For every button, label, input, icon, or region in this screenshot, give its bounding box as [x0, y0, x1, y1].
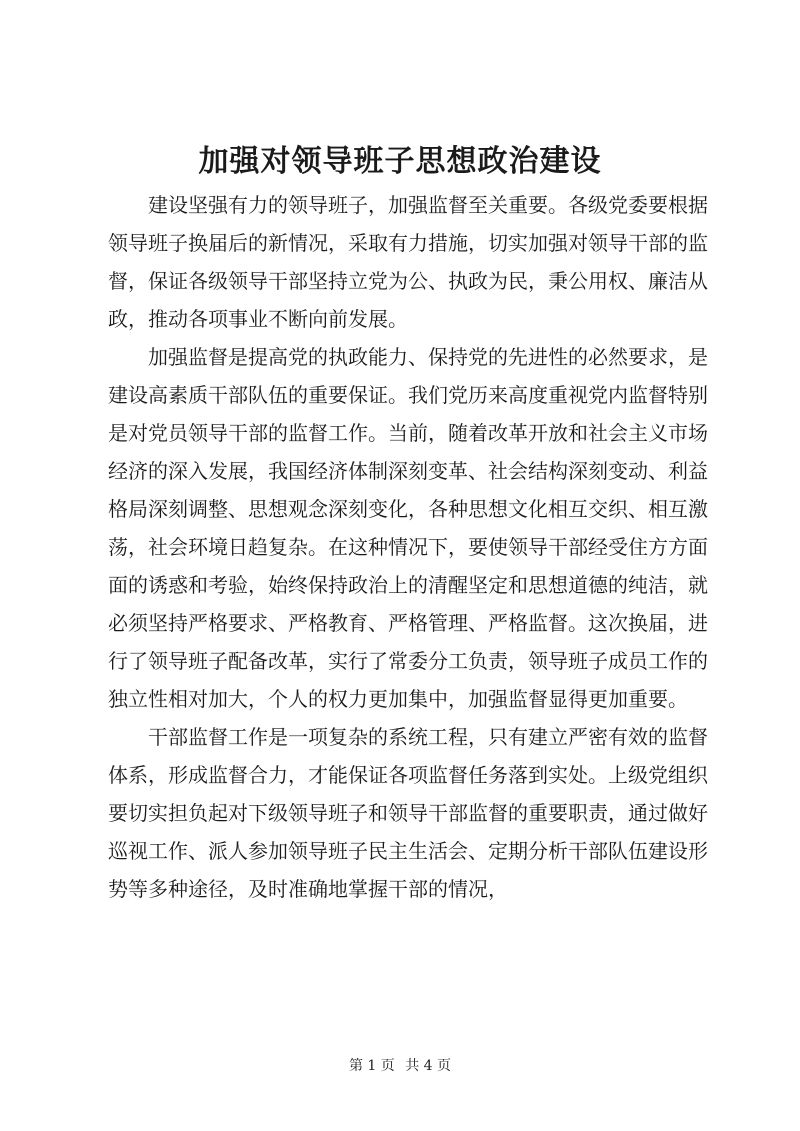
page-footer	[0, 1056, 800, 1076]
page-number: 第 1 页	[348, 1058, 395, 1074]
document-body	[108, 186, 708, 908]
paragraph-1: 建设坚强有力的领导班子，加强监督至关重要。各级党委要根据领导班子换届后的新情况，采取有力措施，切实加强对领导干部的监督，保证各级领导干部坚持立党为公、执政为民，秉公用权、廉洁从政，推动各项事业不断向前发展。	[108, 193, 708, 331]
page-total: 共 4 页	[405, 1058, 452, 1074]
paragraph-2: 加强监督是提高党的执政能力、保持党的先进性的必然要求，是建设高素质干部队伍的重要保证。我们党历来高度重视党内监督特别是对党员领导干部的监督工作。当前，随着改革开放和社会主义市场经济的深入发展，我国经济体制深刻变革、社会结构深刻变动、利益格局深刻调整、思想观念深刻变化，各种思想文化相互交织、相互激荡，社会环境日趋复杂。在这种情况下，要使领导干部经受住方方面面的诱惑和考验，始终保持政治上的清醒坚定和思想道德的纯洁，就必须坚持严格要求、严格教育、严格管理、严格监督。这次换届，进行了领导班子配备改革，实行了常委分工负责，领导班子成员工作的独立性相对加大，个人的权力更加集中，加强监督显得更加重要。	[108, 345, 708, 711]
paragraph-3: 干部监督工作是一项复杂的系统工程，只有建立严密有效的监督体系，形成监督合力，才能保证各项监督任务落到实处。上级党组织要切实担负起对下级领导班子和领导干部监督的重要职责，通过做好巡视工作、派人参加领导班子民主生活会、定期分析干部队伍建设形势等多种途径，及时准确地掌握干部的情况，	[108, 725, 708, 901]
document-title: 加强对领导班子思想政治建设	[198, 144, 602, 179]
